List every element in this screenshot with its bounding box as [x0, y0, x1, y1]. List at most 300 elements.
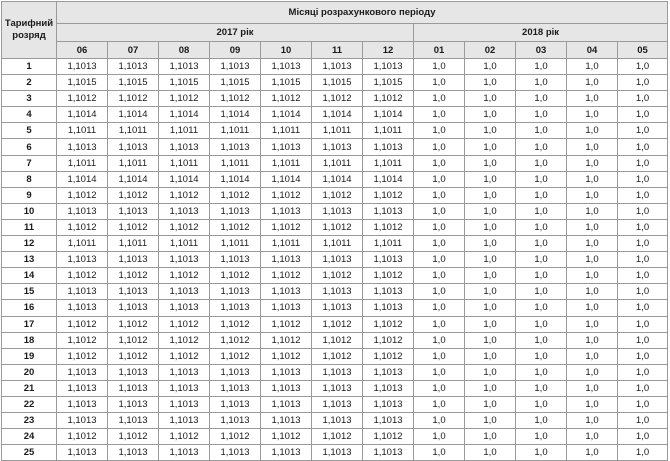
coefficient-cell-2018: 1,0 [516, 75, 567, 91]
coefficient-cell-2018: 1,0 [516, 316, 567, 332]
coefficient-cell-2018: 1,0 [465, 429, 516, 445]
coefficient-cell-2017: 1,1012 [261, 429, 312, 445]
coefficient-cell-2018: 1,0 [465, 219, 516, 235]
coefficient-cell-2018: 1,0 [414, 107, 465, 123]
coefficient-cell-2018: 1,0 [414, 284, 465, 300]
table-row [2, 107, 668, 123]
coefficient-cell-2017: 1,1011 [261, 236, 312, 252]
coefficient-cell-2018: 1,0 [618, 91, 668, 107]
coefficient-cell-2018: 1,0 [516, 171, 567, 187]
coefficient-cell-2017: 1,1015 [57, 75, 108, 91]
coefficient-cell-2018: 1,0 [618, 413, 668, 429]
coefficient-cell-2018: 1,0 [414, 348, 465, 364]
coefficient-cell-2018: 1,0 [567, 396, 618, 412]
coefficient-cell-2018: 1,0 [618, 300, 668, 316]
month-header: 08 [159, 42, 210, 59]
coefficient-cell-2017: 1,1013 [210, 380, 261, 396]
month-header: 10 [261, 42, 312, 59]
coefficient-cell-2017: 1,1011 [210, 123, 261, 139]
coefficient-cell-2017: 1,1013 [108, 380, 159, 396]
rank-cell: 25 [2, 445, 57, 461]
coefficient-cell-2017: 1,1013 [363, 139, 414, 155]
coefficient-cell-2017: 1,1013 [261, 364, 312, 380]
coefficient-cell-2018: 1,0 [414, 268, 465, 284]
table-row [2, 364, 668, 380]
table-row [2, 236, 668, 252]
coefficient-cell-2018: 1,0 [618, 268, 668, 284]
coefficient-cell-2017: 1,1013 [159, 396, 210, 412]
coefficient-cell-2017: 1,1012 [363, 429, 414, 445]
coefficient-cell-2017: 1,1013 [57, 252, 108, 268]
coefficient-cell-2017: 1,1013 [57, 59, 108, 75]
coefficient-cell-2018: 1,0 [414, 171, 465, 187]
coefficient-cell-2017: 1,1013 [312, 139, 363, 155]
rank-cell: 16 [2, 300, 57, 316]
coefficient-cell-2017: 1,1014 [57, 171, 108, 187]
coefficient-cell-2017: 1,1013 [57, 284, 108, 300]
rank-cell: 5 [2, 123, 57, 139]
coefficient-cell-2017: 1,1013 [261, 203, 312, 219]
coefficient-cell-2018: 1,0 [465, 59, 516, 75]
coefficient-cell-2017: 1,1012 [312, 187, 363, 203]
coefficient-cell-2017: 1,1011 [312, 123, 363, 139]
coefficient-cell-2017: 1,1013 [363, 380, 414, 396]
coefficient-cell-2018: 1,0 [465, 396, 516, 412]
coefficient-cell-2017: 1,1012 [312, 429, 363, 445]
coefficient-cell-2018: 1,0 [567, 187, 618, 203]
coefficient-cell-2018: 1,0 [465, 236, 516, 252]
coefficient-cell-2018: 1,0 [567, 413, 618, 429]
coefficient-cell-2017: 1,1013 [57, 203, 108, 219]
coefficient-cell-2018: 1,0 [516, 155, 567, 171]
coefficient-cell-2017: 1,1013 [210, 59, 261, 75]
coefficient-cell-2018: 1,0 [516, 380, 567, 396]
coefficient-cell-2018: 1,0 [567, 429, 618, 445]
rank-cell: 1 [2, 59, 57, 75]
coefficient-cell-2018: 1,0 [567, 300, 618, 316]
table-row [2, 155, 668, 171]
rank-cell: 24 [2, 429, 57, 445]
coefficient-cell-2018: 1,0 [618, 219, 668, 235]
coefficient-cell-2018: 1,0 [567, 203, 618, 219]
coefficient-cell-2017: 1,1013 [210, 284, 261, 300]
coefficient-cell-2018: 1,0 [618, 332, 668, 348]
table-row [2, 75, 668, 91]
coefficient-cell-2018: 1,0 [465, 364, 516, 380]
rank-cell: 10 [2, 203, 57, 219]
coefficient-cell-2017: 1,1013 [159, 203, 210, 219]
coefficient-cell-2018: 1,0 [465, 91, 516, 107]
coefficient-cell-2017: 1,1013 [261, 300, 312, 316]
coefficient-cell-2017: 1,1013 [108, 284, 159, 300]
coefficient-cell-2017: 1,1013 [108, 364, 159, 380]
month-header-row [2, 42, 668, 59]
coefficient-cell-2017: 1,1013 [312, 413, 363, 429]
coefficient-cell-2017: 1,1012 [210, 348, 261, 364]
coefficient-cell-2017: 1,1013 [210, 252, 261, 268]
coefficient-cell-2018: 1,0 [414, 300, 465, 316]
coefficient-cell-2018: 1,0 [414, 59, 465, 75]
coefficient-cell-2017: 1,1013 [57, 364, 108, 380]
coefficient-cell-2017: 1,1011 [363, 236, 414, 252]
coefficient-cell-2017: 1,1013 [57, 139, 108, 155]
coefficient-cell-2017: 1,1012 [159, 91, 210, 107]
coefficient-cell-2017: 1,1013 [261, 139, 312, 155]
coefficient-cell-2018: 1,0 [618, 75, 668, 91]
coefficient-cell-2017: 1,1012 [159, 268, 210, 284]
month-header: 04 [567, 42, 618, 59]
table-row [2, 429, 668, 445]
coefficient-cell-2018: 1,0 [567, 171, 618, 187]
coefficient-cell-2017: 1,1012 [108, 91, 159, 107]
coefficient-cell-2018: 1,0 [567, 219, 618, 235]
coefficient-cell-2017: 1,1015 [159, 75, 210, 91]
coefficient-cell-2018: 1,0 [516, 236, 567, 252]
coefficient-cell-2017: 1,1012 [363, 332, 414, 348]
table-row [2, 316, 668, 332]
coefficient-cell-2017: 1,1012 [57, 187, 108, 203]
coefficient-cell-2018: 1,0 [516, 59, 567, 75]
coefficient-cell-2018: 1,0 [465, 187, 516, 203]
coefficient-cell-2017: 1,1013 [261, 396, 312, 412]
coefficient-cell-2018: 1,0 [465, 413, 516, 429]
coefficient-cell-2018: 1,0 [618, 59, 668, 75]
coefficient-cell-2018: 1,0 [414, 332, 465, 348]
coefficient-cell-2018: 1,0 [567, 139, 618, 155]
coefficient-cell-2017: 1,1012 [159, 187, 210, 203]
rank-cell: 22 [2, 396, 57, 412]
coefficient-cell-2017: 1,1013 [108, 413, 159, 429]
coefficient-cell-2017: 1,1013 [363, 203, 414, 219]
coefficient-cell-2018: 1,0 [567, 107, 618, 123]
rank-cell: 20 [2, 364, 57, 380]
coefficient-cell-2017: 1,1013 [261, 59, 312, 75]
coefficient-cell-2017: 1,1014 [363, 107, 414, 123]
table-row [2, 139, 668, 155]
coefficient-cell-2017: 1,1013 [363, 396, 414, 412]
table-row [2, 252, 668, 268]
rank-cell: 23 [2, 413, 57, 429]
coefficient-cell-2018: 1,0 [465, 171, 516, 187]
coefficient-cell-2018: 1,0 [567, 91, 618, 107]
coefficient-cell-2018: 1,0 [618, 236, 668, 252]
coefficient-cell-2017: 1,1012 [261, 219, 312, 235]
coefficient-cell-2018: 1,0 [414, 236, 465, 252]
coefficient-cell-2017: 1,1011 [108, 123, 159, 139]
rank-cell: 6 [2, 139, 57, 155]
coefficient-cell-2017: 1,1012 [312, 219, 363, 235]
coefficient-cell-2017: 1,1014 [261, 107, 312, 123]
coefficient-cell-2018: 1,0 [465, 139, 516, 155]
coefficient-cell-2018: 1,0 [414, 413, 465, 429]
coefficient-cell-2018: 1,0 [516, 396, 567, 412]
coefficient-cell-2017: 1,1013 [312, 445, 363, 461]
coefficient-cell-2017: 1,1012 [312, 268, 363, 284]
coefficient-cell-2018: 1,0 [516, 332, 567, 348]
coefficient-cell-2017: 1,1011 [159, 123, 210, 139]
coefficient-cell-2017: 1,1015 [363, 75, 414, 91]
coefficient-cell-2018: 1,0 [414, 155, 465, 171]
coefficient-cell-2017: 1,1014 [108, 171, 159, 187]
coefficient-cell-2018: 1,0 [414, 123, 465, 139]
coefficient-cell-2017: 1,1011 [261, 155, 312, 171]
coefficient-cell-2017: 1,1012 [261, 348, 312, 364]
coefficient-cell-2018: 1,0 [465, 252, 516, 268]
coefficient-cell-2017: 1,1013 [159, 139, 210, 155]
coefficient-cell-2017: 1,1012 [363, 219, 414, 235]
coefficient-cell-2017: 1,1013 [57, 413, 108, 429]
coefficient-cell-2018: 1,0 [516, 268, 567, 284]
coefficient-cell-2017: 1,1012 [312, 348, 363, 364]
coefficient-cell-2017: 1,1013 [312, 364, 363, 380]
coefficient-cell-2018: 1,0 [414, 252, 465, 268]
coefficient-cell-2017: 1,1011 [363, 155, 414, 171]
coefficient-cell-2017: 1,1013 [312, 300, 363, 316]
coefficient-cell-2017: 1,1011 [57, 123, 108, 139]
coefficient-cell-2017: 1,1013 [363, 300, 414, 316]
coefficient-cell-2017: 1,1012 [108, 316, 159, 332]
coefficient-cell-2017: 1,1013 [108, 396, 159, 412]
coefficient-cell-2018: 1,0 [516, 413, 567, 429]
coefficient-cell-2018: 1,0 [567, 75, 618, 91]
coefficient-cell-2017: 1,1013 [108, 252, 159, 268]
coefficient-cell-2017: 1,1012 [210, 187, 261, 203]
coefficient-cell-2017: 1,1013 [210, 203, 261, 219]
coefficient-cell-2017: 1,1012 [57, 316, 108, 332]
coefficient-cell-2018: 1,0 [516, 300, 567, 316]
coefficient-cell-2018: 1,0 [618, 139, 668, 155]
coefficient-cell-2017: 1,1013 [210, 413, 261, 429]
coefficient-cell-2018: 1,0 [567, 236, 618, 252]
coefficient-cell-2018: 1,0 [618, 348, 668, 364]
coefficient-cell-2017: 1,1012 [57, 219, 108, 235]
coefficient-cell-2018: 1,0 [618, 364, 668, 380]
coefficient-cell-2017: 1,1011 [159, 236, 210, 252]
coefficient-cell-2017: 1,1013 [210, 300, 261, 316]
coefficient-cell-2018: 1,0 [567, 155, 618, 171]
coefficient-cell-2018: 1,0 [618, 187, 668, 203]
coefficient-cell-2017: 1,1012 [159, 348, 210, 364]
coefficient-cell-2017: 1,1015 [261, 75, 312, 91]
coefficient-cell-2017: 1,1013 [57, 396, 108, 412]
coefficient-cell-2017: 1,1012 [108, 268, 159, 284]
coefficient-cell-2017: 1,1013 [210, 364, 261, 380]
coefficient-cell-2017: 1,1013 [261, 380, 312, 396]
table-row [2, 413, 668, 429]
coefficient-cell-2018: 1,0 [465, 75, 516, 91]
coefficient-cell-2018: 1,0 [618, 284, 668, 300]
month-header: 09 [210, 42, 261, 59]
coefficient-cell-2017: 1,1014 [261, 171, 312, 187]
coefficient-cell-2018: 1,0 [465, 445, 516, 461]
coefficient-cell-2017: 1,1012 [108, 332, 159, 348]
coefficient-cell-2017: 1,1012 [363, 187, 414, 203]
coefficient-cell-2018: 1,0 [465, 107, 516, 123]
coefficient-cell-2017: 1,1014 [210, 107, 261, 123]
coefficient-cell-2018: 1,0 [516, 123, 567, 139]
coefficient-cell-2018: 1,0 [465, 316, 516, 332]
rank-cell: 15 [2, 284, 57, 300]
coefficient-cell-2017: 1,1013 [312, 252, 363, 268]
coefficient-cell-2017: 1,1012 [210, 219, 261, 235]
coefficient-cell-2017: 1,1013 [261, 284, 312, 300]
coefficient-cell-2017: 1,1012 [108, 348, 159, 364]
coefficient-cell-2018: 1,0 [618, 316, 668, 332]
table-row [2, 123, 668, 139]
coefficient-cell-2017: 1,1013 [363, 364, 414, 380]
coefficient-cell-2017: 1,1011 [261, 123, 312, 139]
coefficient-cell-2018: 1,0 [567, 59, 618, 75]
coefficient-cell-2018: 1,0 [567, 445, 618, 461]
coefficient-cell-2017: 1,1012 [159, 332, 210, 348]
coefficient-cell-2017: 1,1013 [159, 59, 210, 75]
coefficient-cell-2018: 1,0 [465, 348, 516, 364]
month-header: 05 [618, 42, 668, 59]
coefficient-cell-2017: 1,1012 [363, 91, 414, 107]
coefficient-cell-2017: 1,1012 [108, 219, 159, 235]
coefficient-cell-2018: 1,0 [414, 91, 465, 107]
coefficient-cell-2018: 1,0 [516, 364, 567, 380]
coefficient-cell-2018: 1,0 [414, 380, 465, 396]
coefficient-cell-2018: 1,0 [414, 364, 465, 380]
month-header: 01 [414, 42, 465, 59]
table-row [2, 396, 668, 412]
coefficient-cell-2017: 1,1013 [108, 139, 159, 155]
coefficient-cell-2018: 1,0 [516, 252, 567, 268]
month-header: 11 [312, 42, 363, 59]
coefficient-cell-2017: 1,1011 [108, 236, 159, 252]
coefficient-cell-2018: 1,0 [414, 187, 465, 203]
table-row [2, 380, 668, 396]
coefficient-cell-2018: 1,0 [618, 203, 668, 219]
coefficient-cell-2018: 1,0 [516, 445, 567, 461]
month-header: 06 [57, 42, 108, 59]
rank-cell: 7 [2, 155, 57, 171]
coefficient-cell-2017: 1,1012 [108, 187, 159, 203]
coefficient-cell-2018: 1,0 [516, 284, 567, 300]
rank-cell: 18 [2, 332, 57, 348]
coefficient-cell-2018: 1,0 [465, 203, 516, 219]
coefficient-cell-2018: 1,0 [414, 203, 465, 219]
coefficient-cell-2017: 1,1013 [363, 445, 414, 461]
coefficient-cell-2017: 1,1013 [108, 445, 159, 461]
coefficient-cell-2017: 1,1012 [363, 268, 414, 284]
coefficient-cell-2017: 1,1013 [261, 252, 312, 268]
coefficient-cell-2017: 1,1013 [159, 380, 210, 396]
coefficient-cell-2017: 1,1011 [57, 155, 108, 171]
coefficient-cell-2017: 1,1011 [108, 155, 159, 171]
rank-cell: 3 [2, 91, 57, 107]
rank-cell: 2 [2, 75, 57, 91]
coefficient-cell-2017: 1,1012 [261, 316, 312, 332]
coefficient-cell-2017: 1,1015 [108, 75, 159, 91]
coefficient-cell-2018: 1,0 [516, 187, 567, 203]
coefficient-cell-2018: 1,0 [465, 284, 516, 300]
coefficient-cell-2018: 1,0 [516, 348, 567, 364]
coefficient-cell-2017: 1,1013 [57, 300, 108, 316]
coefficient-cell-2017: 1,1011 [312, 155, 363, 171]
coefficient-cell-2018: 1,0 [414, 75, 465, 91]
coefficient-cell-2017: 1,1012 [312, 91, 363, 107]
month-header: 07 [108, 42, 159, 59]
coefficient-cell-2017: 1,1013 [312, 380, 363, 396]
coefficient-cell-2017: 1,1011 [210, 155, 261, 171]
coefficients-table [1, 1, 668, 461]
table-row [2, 187, 668, 203]
coefficient-cell-2018: 1,0 [618, 107, 668, 123]
coefficient-cell-2017: 1,1013 [210, 139, 261, 155]
coefficient-cell-2018: 1,0 [414, 445, 465, 461]
rank-cell: 4 [2, 107, 57, 123]
table-row [2, 300, 668, 316]
coefficient-cell-2017: 1,1011 [363, 123, 414, 139]
coefficient-cell-2017: 1,1013 [363, 252, 414, 268]
coefficient-cell-2018: 1,0 [567, 252, 618, 268]
coefficient-cell-2017: 1,1014 [159, 107, 210, 123]
coefficient-cell-2017: 1,1012 [57, 348, 108, 364]
rank-cell: 12 [2, 236, 57, 252]
coefficient-cell-2018: 1,0 [465, 123, 516, 139]
coefficient-cell-2017: 1,1014 [57, 107, 108, 123]
coefficient-cell-2017: 1,1012 [210, 316, 261, 332]
coefficient-cell-2018: 1,0 [618, 252, 668, 268]
rank-cell: 19 [2, 348, 57, 364]
coefficient-cell-2018: 1,0 [465, 332, 516, 348]
coefficient-cell-2017: 1,1011 [57, 236, 108, 252]
rank-column-header: Тарифний розряд [2, 2, 57, 59]
table-row [2, 268, 668, 284]
rank-cell: 11 [2, 219, 57, 235]
coefficient-cell-2017: 1,1013 [312, 203, 363, 219]
coefficient-cell-2017: 1,1012 [159, 429, 210, 445]
coefficient-cell-2017: 1,1013 [57, 445, 108, 461]
coefficient-cell-2017: 1,1013 [261, 445, 312, 461]
coefficient-cell-2018: 1,0 [516, 203, 567, 219]
coefficient-cell-2018: 1,0 [618, 445, 668, 461]
table-row [2, 332, 668, 348]
year-header-2017: 2017 рік [57, 24, 414, 42]
coefficient-cell-2018: 1,0 [465, 300, 516, 316]
table-row [2, 219, 668, 235]
coefficient-cell-2018: 1,0 [567, 284, 618, 300]
coefficient-cell-2017: 1,1012 [159, 316, 210, 332]
coefficient-cell-2017: 1,1013 [108, 59, 159, 75]
coefficient-cell-2017: 1,1012 [363, 316, 414, 332]
rank-cell: 13 [2, 252, 57, 268]
coefficient-cell-2018: 1,0 [516, 429, 567, 445]
coefficient-cell-2017: 1,1012 [312, 316, 363, 332]
coefficient-cell-2017: 1,1013 [108, 300, 159, 316]
coefficient-cell-2018: 1,0 [465, 155, 516, 171]
coefficient-cell-2018: 1,0 [516, 91, 567, 107]
coefficient-cell-2017: 1,1013 [312, 59, 363, 75]
month-header: 03 [516, 42, 567, 59]
coefficient-cell-2017: 1,1011 [210, 236, 261, 252]
coefficient-cell-2017: 1,1012 [159, 219, 210, 235]
coefficient-cell-2018: 1,0 [516, 139, 567, 155]
coefficient-cell-2017: 1,1011 [312, 236, 363, 252]
period-header: Місяці розрахункового періоду [57, 2, 668, 24]
table-row [2, 171, 668, 187]
coefficient-cell-2018: 1,0 [465, 380, 516, 396]
coefficient-cell-2017: 1,1011 [159, 155, 210, 171]
coefficient-cell-2017: 1,1013 [363, 413, 414, 429]
coefficient-cell-2017: 1,1014 [312, 171, 363, 187]
coefficient-cell-2017: 1,1012 [210, 91, 261, 107]
coefficient-cell-2017: 1,1014 [312, 107, 363, 123]
coefficient-cell-2018: 1,0 [414, 396, 465, 412]
coefficient-cell-2017: 1,1012 [210, 332, 261, 348]
